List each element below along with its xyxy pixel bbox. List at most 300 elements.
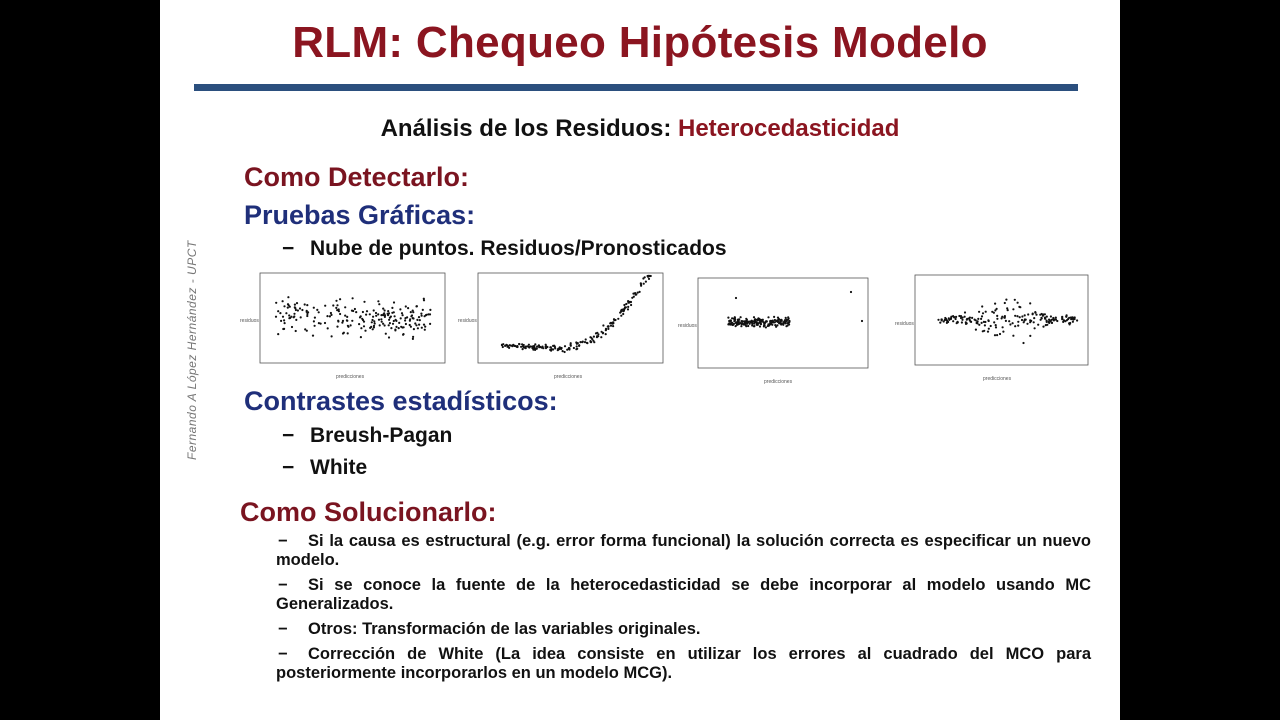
scatter-point (522, 348, 524, 350)
scatter-point (1041, 317, 1043, 319)
scatter-point (342, 320, 344, 322)
scatter-point (339, 313, 341, 315)
scatter-point (978, 324, 980, 326)
scatter-point (374, 322, 376, 324)
scatter-point (324, 305, 326, 307)
scatter-point (627, 306, 629, 308)
scatter-point (1033, 321, 1035, 323)
scatter-point (1055, 317, 1057, 319)
scatter-point (1002, 331, 1004, 333)
scatter-point (961, 319, 963, 321)
scatter-point (394, 329, 396, 331)
scatter-point (290, 316, 292, 318)
scatter-point (312, 335, 314, 337)
scatter-point (342, 332, 344, 334)
scatter-point (516, 346, 518, 348)
slide (160, 0, 1120, 720)
scatter-point (966, 319, 968, 321)
scatter-point (1012, 322, 1014, 324)
bullet-dash: − (282, 237, 295, 260)
scatter-point (612, 325, 614, 327)
scatter-point (727, 323, 729, 325)
scatter-point (727, 317, 729, 319)
scatter-point (300, 316, 302, 318)
scatter-point (579, 341, 581, 343)
scatter-point (409, 318, 411, 320)
scatter-point (375, 312, 377, 314)
plot-1-xlabel: predicciones (336, 374, 365, 380)
scatter-point (759, 325, 761, 327)
scatter-point (306, 311, 308, 313)
scatter-point (1014, 325, 1016, 327)
scatter-point (306, 315, 308, 317)
bullet-dash: − (278, 532, 288, 550)
scatter-point (1029, 335, 1031, 337)
scatter-point (643, 283, 645, 285)
scatter-point (1048, 321, 1050, 323)
scatter-point (648, 278, 650, 280)
scatter-point (316, 309, 318, 311)
scatter-point (282, 300, 284, 302)
scatter-point (366, 310, 368, 312)
scatter-point (534, 349, 536, 351)
scatter-point (347, 325, 349, 327)
scatter-point (633, 296, 635, 298)
scatter-point (524, 347, 526, 349)
scatter-point (282, 328, 284, 330)
scatter-point (753, 323, 755, 325)
scatter-point (293, 313, 295, 315)
slide-subtitle (160, 115, 1120, 143)
plot-1-points (275, 296, 432, 340)
bullet-dash: − (278, 620, 288, 638)
scatter-point (620, 315, 622, 317)
scatter-point (978, 311, 980, 313)
scatter-point (975, 319, 977, 321)
scatter-point (1004, 302, 1006, 304)
scatter-point (424, 326, 426, 328)
scatter-point (388, 336, 390, 338)
scatter-point (294, 304, 296, 306)
scatter-point (377, 300, 379, 302)
scatter-point (950, 316, 952, 318)
scatter-point (743, 322, 745, 324)
scatter-point (362, 311, 364, 313)
scatter-point (297, 309, 299, 311)
scatter-point (1006, 307, 1008, 309)
scatter-point (409, 324, 411, 326)
scatter-point (344, 306, 346, 308)
scatter-point (413, 328, 415, 330)
scatter-point (407, 307, 409, 309)
scatter-point (288, 304, 290, 306)
scatter-point (971, 317, 973, 319)
scatter-point (384, 309, 386, 311)
scatter-point (388, 319, 390, 321)
scatter-point (553, 345, 555, 347)
plot-2-points (501, 275, 652, 353)
scatter-point (741, 323, 743, 325)
scatter-point (279, 312, 281, 314)
scatter-point (429, 309, 431, 311)
scatter-point (969, 320, 971, 322)
scatter-point (299, 307, 301, 309)
scatter-point (327, 327, 329, 329)
scatter-point (538, 346, 540, 348)
scatter-point (314, 325, 316, 327)
scatter-point (984, 321, 986, 323)
scatter-point (293, 316, 295, 318)
scatter-point (388, 324, 390, 326)
scatter-point (735, 325, 737, 327)
scatter-point (393, 320, 395, 322)
scatter-point (570, 345, 572, 347)
scatter-point (550, 346, 552, 348)
scatter-point (788, 320, 790, 322)
scatter-point (607, 328, 609, 330)
scatter-point (765, 320, 767, 322)
residual-plot-3 (676, 270, 886, 388)
scatter-point (1072, 321, 1074, 323)
scatter-point (647, 276, 649, 278)
scatter-point (395, 326, 397, 328)
scatter-point (360, 327, 362, 329)
scatter-point (958, 315, 960, 317)
scatter-point (573, 347, 575, 349)
scatter-point (390, 327, 392, 329)
scatter-point (975, 329, 977, 331)
scatter-point (640, 285, 642, 287)
scatter-point (1033, 317, 1035, 319)
scatter-point (595, 332, 597, 334)
scatter-point (404, 319, 406, 321)
scatter-point (787, 324, 789, 326)
scatter-point (731, 317, 733, 319)
scatter-point (990, 325, 992, 327)
scatter-point (331, 335, 333, 337)
scatter-point (593, 336, 595, 338)
scatter-point (773, 321, 775, 323)
scatter-point (415, 305, 417, 307)
scatter-point (589, 336, 591, 338)
scatter-point (785, 317, 787, 319)
scatter-point (404, 317, 406, 319)
scatter-point (981, 315, 983, 317)
scatter-point (1019, 316, 1021, 318)
scatter-point (354, 308, 356, 310)
scatter-point (988, 320, 990, 322)
statistical-tests-heading: Contrastes estadísticos: (244, 386, 558, 416)
scatter-point (610, 325, 612, 327)
scatter-point (623, 310, 625, 312)
plot-2-ylabel: residuos (458, 318, 477, 324)
scatter-point (1002, 326, 1004, 328)
scatter-point (369, 313, 371, 315)
scatter-point (318, 322, 320, 324)
scatter-point (423, 324, 425, 326)
scatter-point (1067, 318, 1069, 320)
plot-4-xlabel: predicciones (983, 376, 1012, 382)
scatter-point (753, 316, 755, 318)
scatter-point (999, 333, 1001, 335)
residual-plot-1-svg (238, 270, 448, 388)
scatter-point (983, 330, 985, 332)
scatter-point (982, 312, 984, 314)
detect-heading: Como Detectarlo: (244, 162, 470, 192)
scatter-point (528, 346, 530, 348)
scatter-point (421, 327, 423, 329)
scatter-point (996, 315, 998, 317)
scatter-point (1051, 322, 1053, 324)
scatter-point (371, 321, 373, 323)
scatter-point (562, 350, 564, 352)
scatter-point (283, 319, 285, 321)
scatter-point (275, 316, 277, 318)
scatter-point (418, 316, 420, 318)
scatter-point (767, 316, 769, 318)
scatter-point (405, 323, 407, 325)
scatter-point (410, 311, 412, 313)
residual-plots (238, 270, 1118, 388)
scatter-point (373, 309, 375, 311)
scatter-point (1001, 316, 1003, 318)
scatter-point (1070, 316, 1072, 318)
plot-3-xlabel: predicciones (764, 379, 793, 385)
scatter-point (385, 333, 387, 335)
scatter-point (584, 341, 586, 343)
scatter-point (384, 324, 386, 326)
scatter-point (639, 291, 641, 293)
scatter-point (965, 321, 967, 323)
scatter-point (1046, 320, 1048, 322)
scatter-point (329, 315, 331, 317)
scatter-point (759, 322, 761, 324)
scatter-point (988, 328, 990, 330)
bullet-dash: − (282, 456, 295, 479)
scatter-point (771, 322, 773, 324)
scatter-point (590, 341, 592, 343)
scatter-point (613, 318, 615, 320)
scatter-point (398, 327, 400, 329)
scatter-point (291, 326, 293, 328)
solution-text: Otros: Transformación de las variables originales. (308, 620, 701, 638)
scatter-point (326, 315, 328, 317)
scatter-point (429, 323, 431, 325)
scatter-point (387, 310, 389, 312)
scatter-point (283, 305, 285, 307)
scatter-point (372, 316, 374, 318)
scatter-point (1072, 317, 1074, 319)
scatter-point (773, 316, 775, 318)
scatter-point (371, 319, 373, 321)
scatter-point (401, 312, 403, 314)
scatter-point (564, 351, 566, 353)
scatter-point (1008, 320, 1010, 322)
scatter-point (275, 302, 277, 304)
scatter-point (395, 320, 397, 322)
scatter-point (783, 321, 785, 323)
scatter-point (425, 314, 427, 316)
scatter-point (630, 301, 632, 303)
scatter-point (765, 326, 767, 328)
scatter-point (347, 332, 349, 334)
scatter-point (360, 315, 362, 317)
scatter-point (993, 321, 995, 323)
scatter-point (1026, 323, 1028, 325)
scatter-point (306, 304, 308, 306)
graphic-tests-heading: Pruebas Gráficas: (244, 200, 476, 230)
plot-4-points (937, 299, 1078, 345)
scatter-point (427, 313, 429, 315)
scatter-point (294, 306, 296, 308)
scatter-point (977, 320, 979, 322)
scatter-point (961, 321, 963, 323)
scatter-point (336, 304, 338, 306)
scatter-point (1069, 322, 1071, 324)
scatter-point (287, 296, 289, 298)
scatter-point (732, 324, 734, 326)
scatter-point (624, 306, 626, 308)
scatter-point (365, 314, 367, 316)
scatter-point (352, 297, 354, 299)
scatter-point (611, 322, 613, 324)
scatter-point (412, 336, 414, 338)
scatter-point (419, 319, 421, 321)
scatter-point (287, 307, 289, 309)
scatter-point (736, 324, 738, 326)
scatter-point (1027, 313, 1029, 315)
scatter-point (412, 338, 414, 340)
scatter-point (996, 318, 998, 320)
scatter-point (994, 309, 996, 311)
scatter-point (416, 319, 418, 321)
scatter-point (779, 319, 781, 321)
scatter-point (400, 317, 402, 319)
scatter-point (389, 322, 391, 324)
statistical-test-item (282, 456, 367, 480)
scatter-point (502, 346, 504, 348)
scatter-point (777, 317, 779, 319)
scatter-point (561, 347, 563, 349)
scatter-point (597, 335, 599, 337)
scatter-point (592, 340, 594, 342)
scatter-point (981, 322, 983, 324)
solution-item (276, 620, 1091, 639)
scatter-point (861, 320, 863, 322)
scatter-point (1004, 317, 1006, 319)
scatter-point (335, 307, 337, 309)
scatter-point (363, 321, 365, 323)
scatter-point (382, 323, 384, 325)
solution-item (276, 645, 1091, 683)
plot-3-points (727, 291, 863, 329)
scatter-point (280, 320, 282, 322)
scatter-point (1022, 342, 1024, 344)
scatter-point (576, 345, 578, 347)
scatter-point (389, 317, 391, 319)
scatter-point (542, 347, 544, 349)
scatter-point (392, 323, 394, 325)
residual-plot-3-svg (676, 270, 886, 388)
scatter-point (1050, 315, 1052, 317)
bullet-dash: − (278, 576, 288, 594)
scatter-point (780, 319, 782, 321)
scatter-point (382, 308, 384, 310)
scatter-point (995, 324, 997, 326)
scatter-point (1024, 314, 1026, 316)
scatter-point (363, 325, 365, 327)
scatter-point (1035, 314, 1037, 316)
scatter-point (945, 318, 947, 320)
scatter-point (605, 328, 607, 330)
solve-heading: Como Solucionarlo: (240, 497, 497, 527)
scatter-point (337, 320, 339, 322)
subtitle-accent: Heterocedasticidad (678, 115, 900, 142)
scatter-point (941, 318, 943, 320)
scatter-point (602, 324, 604, 326)
scatter-point (564, 345, 566, 347)
residual-plot-2-svg (456, 270, 666, 388)
scatter-point (296, 302, 298, 304)
plot-3-ylabel: residuos (678, 323, 697, 329)
scatter-point (393, 311, 395, 313)
scatter-point (1005, 320, 1007, 322)
scatter-point (625, 303, 627, 305)
scatter-point (324, 322, 326, 324)
scatter-point (964, 311, 966, 313)
scatter-point (417, 327, 419, 329)
scatter-point (1045, 324, 1047, 326)
scatter-point (318, 311, 320, 313)
scatter-point (630, 304, 632, 306)
scatter-point (751, 324, 753, 326)
scatter-point (740, 320, 742, 322)
statistical-test-label: White (310, 456, 368, 479)
scatter-point (740, 316, 742, 318)
scatter-point (375, 315, 377, 317)
scatter-point (730, 322, 732, 324)
scatter-point (405, 305, 407, 307)
scatter-point (1017, 325, 1019, 327)
scatter-point (378, 303, 380, 305)
solution-text: Corrección de White (La idea consiste en utilizar los errores al cuadrado del MCO para posteriormente incorporarlos en un modelo MCG). (276, 645, 1091, 682)
scatter-point (295, 330, 297, 332)
scatter-point (398, 322, 400, 324)
scatter-point (412, 311, 414, 313)
scatter-point (384, 314, 386, 316)
scatter-point (1052, 318, 1054, 320)
scatter-point (1014, 315, 1016, 317)
scatter-point (768, 324, 770, 326)
scatter-point (295, 319, 297, 321)
scatter-point (774, 324, 776, 326)
scatter-point (1016, 315, 1018, 317)
scatter-point (277, 310, 279, 312)
scatter-point (381, 321, 383, 323)
scatter-point (987, 331, 989, 333)
scatter-point (635, 293, 637, 295)
scatter-point (600, 336, 602, 338)
scatter-point (314, 317, 316, 319)
scatter-point (1076, 319, 1078, 321)
scatter-point (991, 311, 993, 313)
scatter-point (379, 324, 381, 326)
scatter-point (754, 319, 756, 321)
residual-plot-4-svg (893, 270, 1103, 388)
scatter-point (964, 316, 966, 318)
scatter-point (1029, 302, 1031, 304)
scatter-point (777, 321, 779, 323)
